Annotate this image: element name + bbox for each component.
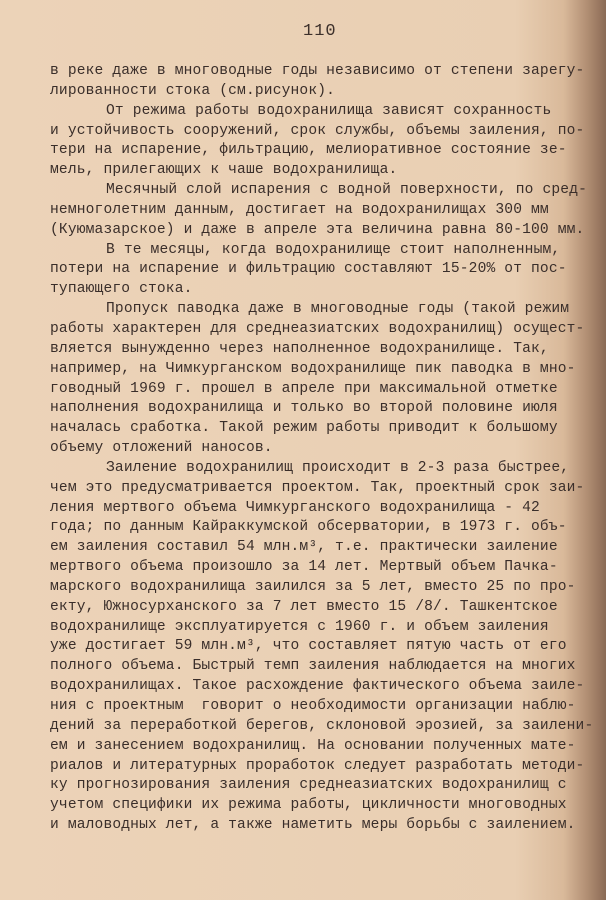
text-line: екту, Южносурханского за 7 лет вместо 15 /8/. Ташкентское <box>50 598 558 615</box>
text-line: объему отложений наносов. <box>50 440 273 457</box>
text-line: ем заиления составил 54 млн.м³, т.е. практически заиление <box>50 539 558 556</box>
text-line: потери на испарение и фильтрацию составляют 15-20% от пос- <box>50 261 567 278</box>
text-line: ления мертвого объема Чимкурганского водохранилища - 42 <box>50 499 540 516</box>
text-line: риалов и литературных проработок следует разработать методи- <box>50 757 585 774</box>
text-line: вляется вынужденно через наполненное водохранилище. Так, <box>50 340 549 357</box>
text-line: и маловодных лет, а также наметить меры борьбы с заилением. <box>50 817 576 834</box>
page-number: 110 <box>303 22 337 41</box>
text-line: водохранилищах. Такое расхождение фактического объема заиле- <box>50 678 585 695</box>
text-line: От режима работы водохранилища зависят сохранность <box>106 102 552 119</box>
text-line: лированности стока (см.рисунок). <box>50 82 336 99</box>
text-line: дений за переработкой берегов, склоновой эрозией, за заилени- <box>50 717 594 734</box>
text-line: мель, прилегающих к чаше водохранилища. <box>50 162 398 179</box>
text-line: и устойчивость сооружений, срок службы, объемы заиления, по- <box>50 122 585 139</box>
text-line: наполнения водохранилища и только во второй половине июля <box>50 400 558 417</box>
text-line: Пропуск паводка даже в многоводные годы (такой режим <box>106 301 570 318</box>
text-line: марского водохранилища заилился за 5 лет, вместо 25 по про- <box>50 578 576 595</box>
text-line: чем это предусматривается проектом. Так, проектный срок заи- <box>50 479 585 496</box>
text-line: работы характерен для среднеазиатских водохранилищ) осущест- <box>50 320 585 337</box>
text-line: ем и занесением водохранилищ. На основании полученных мате- <box>50 737 576 754</box>
text-line: учетом специфики их режима работы, цикличности многоводных <box>50 797 567 814</box>
text-line: ку прогнозирования заиления среднеазиатских водохранилищ с <box>50 777 567 794</box>
text-line: Заиление водохранилищ происходит в 2-3 раза быстрее, <box>106 459 570 476</box>
text-line: началась сработка. Такой режим работы приводит к большому <box>50 420 558 437</box>
text-line: водохранилище эксплуатируется с 1960 г. и объем заиления <box>50 618 549 635</box>
text-line: тупающего стока. <box>50 281 193 298</box>
text-line: года; по данным Кайраккумской обсерватории, в 1973 г. объ- <box>50 519 567 536</box>
text-line: уже достигает 59 млн.м³, что составляет пятую часть от его <box>50 638 567 655</box>
text-line: полного объема. Быстрый темп заиления наблюдается на многих <box>50 658 576 675</box>
text-line: В те месяцы, когда водохранилище стоит наполненным, <box>106 241 561 258</box>
body-text <box>50 62 606 836</box>
text-line: немноголетним данным, достигает на водохранилищах 300 мм <box>50 201 549 218</box>
text-line: Месячный слой испарения с водной поверхности, по сред- <box>106 182 588 199</box>
text-line: например, на Чимкурганском водохранилище пик паводка в мно- <box>50 360 576 377</box>
text-line: тери на испарение, фильтрацию, мелиоративное состояние зе- <box>50 142 567 159</box>
text-line: мертвого объема произошло за 14 лет. Мертвый объем Пачка- <box>50 559 558 576</box>
text-line: в реке даже в многоводные годы независимо от степени зарегу- <box>50 63 585 79</box>
text-line: (Куюмазарское) и даже в апреле эта величина равна 80-100 мм. <box>50 221 585 238</box>
text-line: ния с проектным говорит о необходимости организации наблю- <box>50 698 576 714</box>
text-line: говодный 1969 г. прошел в апреле при максимальной отметке <box>50 380 558 397</box>
